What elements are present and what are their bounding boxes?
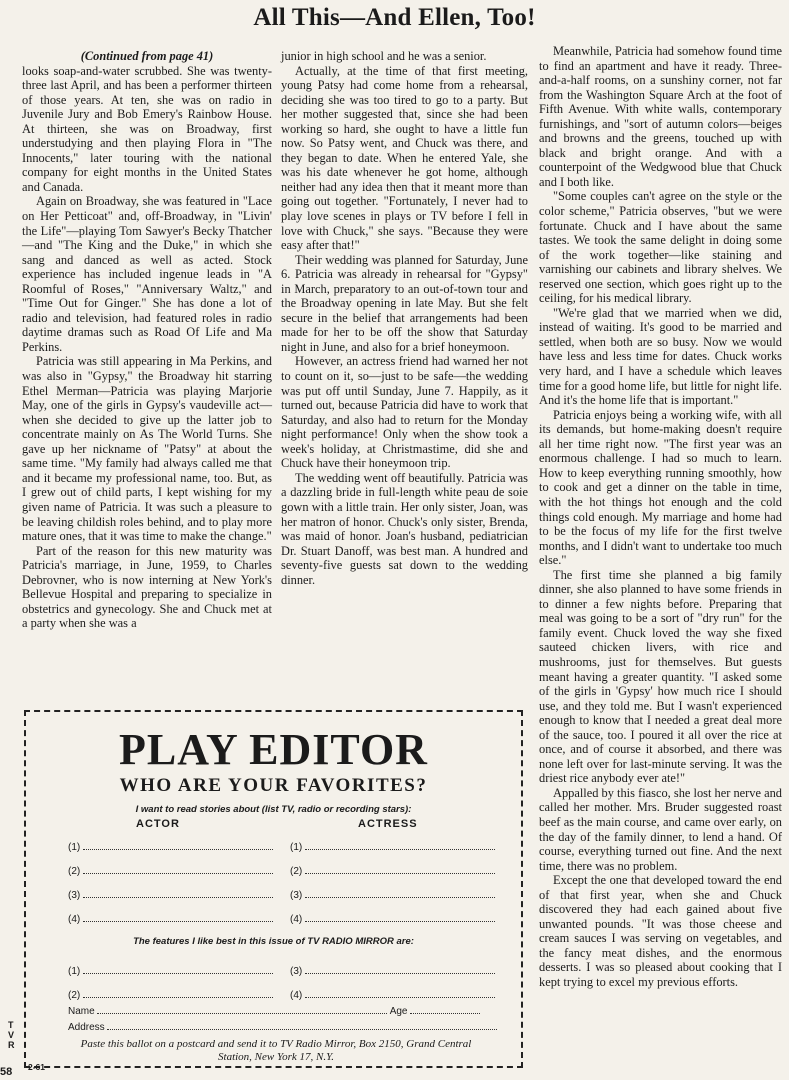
paragraph: Meanwhile, Patricia had somehow found time to find an apartment and have it ready. Three-and-a-half rooms, on a sunshiny corner, not far from the Washington Square Arch at the foot of Fifth Avenue. With white walls, contemporary furnishings, and "sort of autumn colors—beiges and browns and the greens, touched up with black and bright orange. And with a counterpoint of the Wedgwood blue that Chuck and I both like. <box>539 44 782 189</box>
continued-note: (Continued from page 41) <box>80 49 214 63</box>
actor-line-3[interactable]: (3) <box>68 888 273 901</box>
paragraph: Again on Broadway, she was featured in "Lace on Her Petticoat" and, off-Broadway, in "Livin' the Life"—playing Tom Sawyer's Becky Thatcher—and "The King and the Duke," in which she sang and danced as well as acted. Stock experience has included ingenue leads in "A Roomful of Roses," "Anniversary Waltz," and "Time Out for Ginger." She has done a lot of radio and television, had featured roles in radio daytime dramas such as Road Of Life and Ma Perkins. <box>22 194 272 354</box>
side-letter: R <box>8 1040 15 1050</box>
paragraph: Except the one that developed toward the end of that first year, when she and Chuck discovered they had each gained about five unwanted pounds. "It was those cheese and cream sauces I was serving on vegetables, and the fancy meat dishes, and the enormous desserts. I was so pleased about cooking that I kept trying to excel my previous efforts. <box>539 873 782 989</box>
article-title: All This—And Ellen, Too! <box>253 4 536 31</box>
features-prompt: The features I like best in this issue of TV RADIO MIRROR are: <box>133 936 414 947</box>
ballot-prompt: I want to read stories about (list TV, radio or recording stars): <box>135 804 412 815</box>
paragraph: Appalled by this fiasco, she lost her nerve and called her mother. Mrs. Bruder suggested roast beef as the main course, and came over early, on the day of the family dinner, to lend a hand. Of course, everything turned out fine. And the next time, there was no problem. <box>539 785 782 873</box>
feature-line-4[interactable]: (4) <box>290 988 495 1001</box>
actress-line-2[interactable]: (2) <box>290 864 495 877</box>
page-number: 58 <box>0 1066 13 1078</box>
actor-header: ACTOR <box>136 818 180 830</box>
paragraph: Patricia was still appearing in Ma Perkins, and was also in "Gypsy," the Broadway hit starring Ethel Merman—Patricia was playing Marjorie May, one of the girls in Gypsy's vaudeville act—when she decided to give up the latter job to concentrate mainly on As The World Turns. She gave up her nickname of "Patsy" at about the same time. "My family had always called me that and it became my professional name, too. But, as I grew out of child parts, I kept wishing for my given name of Patricia. It was such a pleasure to be leaving childish roles behind, and to play more mature ones, that it was time to make the change." <box>22 354 272 544</box>
feature-line-2[interactable]: (2) <box>68 988 273 1001</box>
paragraph: Patricia enjoys being a working wife, with all its demands, but home-making doesn't require all her time right now. "The first year was an enormous challenge. I had so much to learn. How to keep everything running smoothly, how to cook and get a dinner on the table in time, with the hot things hot enough and the cold things cold enough. My marriage and home had to be the focus of my life for the first twelve months, and I didn't want to undertake too much else." <box>539 407 782 568</box>
paragraph: junior in high school and he was a senior. <box>281 49 487 63</box>
article-column-2 <box>281 49 528 587</box>
age-label: Age <box>389 1006 408 1017</box>
paragraph: Actually, at the time of that first meeting, young Patsy had come home from a rehearsal, deciding she was too tired to go to a party. But her mother suggested that, since she had been working so hard, she ought to have a little fun now. So Patsy went, and Chuck was there, and they began to date. When he entered Yale, she was his date whenever he got home, although neither had any idea then that it meant more than going out together. "Fortunately, I never had to play love scenes in plays or TV before I fell in love with Chuck," she says. "Because they were easy after that!" <box>281 63 528 253</box>
article-column-1 <box>22 49 272 631</box>
paragraph: "Some couples can't agree on the style or the color scheme," Patricia observes, "but we were fortunate. Chuck and I have about the same tastes. We took the same delight in doing some of the work together—like staining and varnishing our cabinets and library shelves. We reserved one section, which goes right up to the ceiling, for his medical library. <box>539 189 782 306</box>
paragraph: The wedding went off beautifully. Patricia was a dazzling bride in full-length white peau de soie gown with a little train. Her only sister, Joan, was her matron of honor. Chuck's only sister, Brenda, was maid of honor. Joan's husband, pediatrician Dr. Stuart Danoff, was best man. A hundred and seventy-five guests sat down to the wedding dinner. <box>281 470 528 587</box>
side-letter: V <box>8 1030 15 1040</box>
side-letter: T <box>8 1020 14 1030</box>
feature-line-1[interactable]: (1) <box>68 964 273 977</box>
feature-line-3[interactable]: (3) <box>290 964 495 977</box>
address-field[interactable]: Address <box>68 1020 497 1033</box>
actor-line-1[interactable]: (1) <box>68 840 273 853</box>
ballot-form <box>24 710 523 1068</box>
actor-line-2[interactable]: (2) <box>68 864 273 877</box>
name-field[interactable]: Name Age <box>68 1004 480 1017</box>
actress-line-1[interactable]: (1) <box>290 840 495 853</box>
actress-line-4[interactable]: (4) <box>290 912 495 925</box>
issue-code: 2-61 <box>28 1062 46 1072</box>
article-column-3 <box>539 44 782 990</box>
ballot-title: PLAY EDITOR <box>119 725 428 774</box>
actor-line-4[interactable]: (4) <box>68 912 273 925</box>
paragraph: "We're glad that we married when we did, instead of waiting. It's good to be married and settled, when both are so busy. Now we would have less and less time for dates. Chuck works very hard, and I have a schedule which leaves time for a good home life, but little for night life. And it's the home life that is important." <box>539 305 782 408</box>
ballot-subtitle: WHO ARE YOUR FAVORITES? <box>119 775 428 796</box>
paragraph: However, an actress friend had warned her not to count on it, so—just to be safe—the wedding was put off until Sunday, June 7. Happily, as it turned out, because Patricia did have to work that Saturday, and also had to return for the Monday night performance! Only when the show took a week's holiday, at Christmastime, did she and Chuck have their honeymoon trip. <box>281 354 528 471</box>
ballot-footer: Paste this ballot on a postcard and send it to TV Radio Mirror, Box 2150, Grand Central Station, New York 17, N.Y. <box>80 1038 472 1063</box>
paragraph: looks soap-and-water scrubbed. She was twenty-three last April, and has been a performer thirteen of those years. At ten, she was on radio in Juvenile Jury and Bob Emery's Rainbow House. At thirteen, she was on Broadway, first understudying and then playing Flora in "The Innocents," later touring with the national company for eight months in the United States and Canada. <box>22 63 272 194</box>
paragraph: Their wedding was planned for Saturday, June 6. Patricia was already in rehearsal for "Gypsy" in March, preparatory to an out-of-town tour and the Broadway opening in late May. But she felt secure in the belief that arrangements had been made for her to be off the show that Saturday night in June, and also for a brief honeymoon. <box>281 252 528 354</box>
actress-header: ACTRESS <box>358 818 418 830</box>
paragraph: Part of the reason for this new maturity was Patricia's marriage, in June, 1959, to Charles Debrovner, who is now interning at New York's Bellevue Hospital and preparing to specialize in obstetrics and gynecology. She and Chuck met at a party when she was a <box>22 543 272 631</box>
actress-line-3[interactable]: (3) <box>290 888 495 901</box>
paragraph: The first time she planned a big family dinner, she also planned to have some friends in to dinner a few nights before. Preparing that meal was going to be a sort of "dry run" for the family event. Chuck loved the way she fixed sauteed chicken livers, with rice and mushrooms, just for themselves. But guests meant having a greater quantity. "I asked some of the girls in 'Gypsy' how much rice I should use, and they told me. But I wasn't experienced enough to know that I needed a great deal more of the sauce, too. I poured it all over the rice at once, and of course it absorbed, and there was none left over for last-minute serving. It was the driest rice anybody ever ate!" <box>539 567 782 786</box>
